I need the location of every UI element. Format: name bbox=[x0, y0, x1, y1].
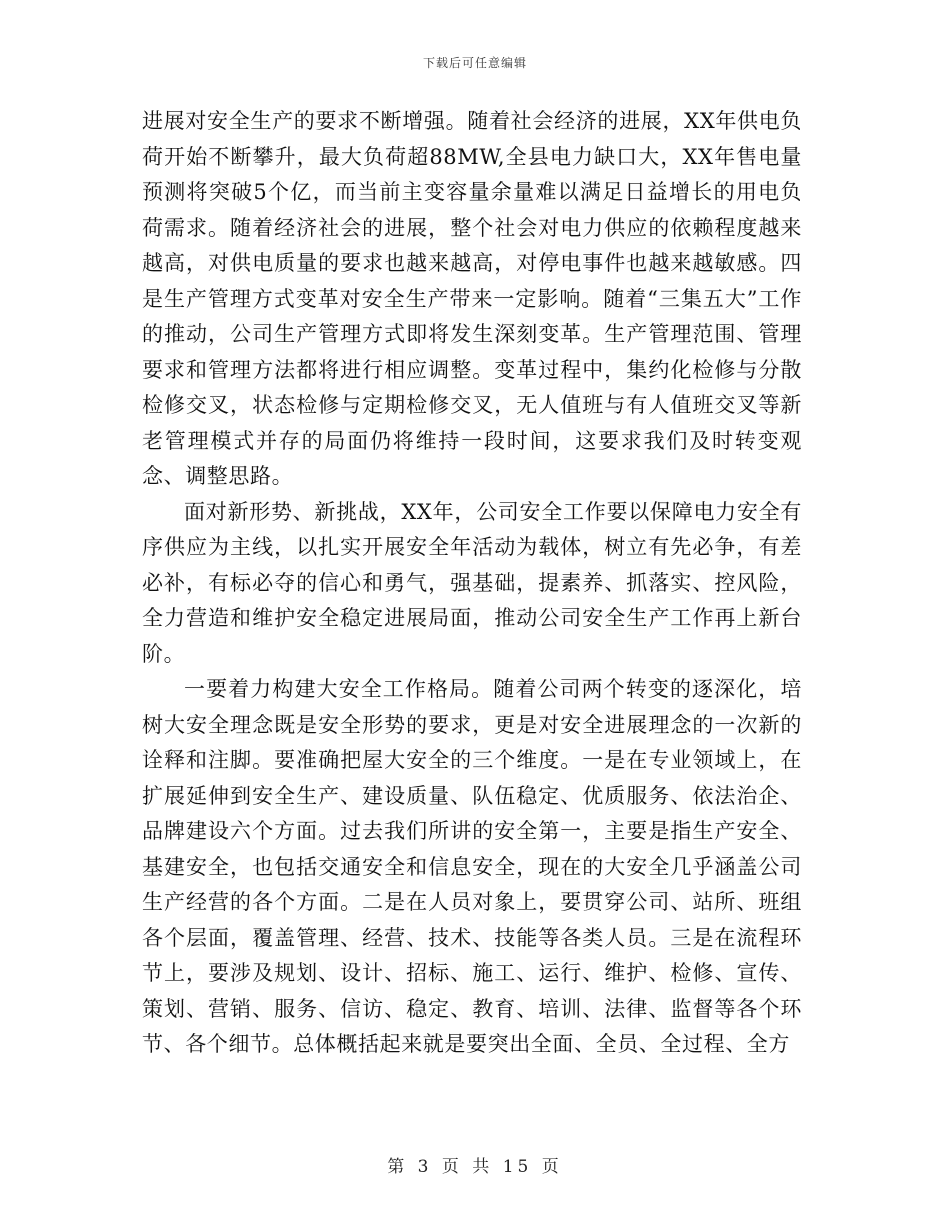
paragraph-3: 一要着力构建大安全工作格局。随着公司两个转变的逐深化，培树大安全理念既是安全形势的要求，更是对安全进展理念的一次新的诠释和注脚。要准确把屋大安全的三个维度。一是在专业领域上，在扩展延伸到安全生产、建设质量、队伍稳定、优质服务、依法治企、品牌建设六个方面。过去我们所讲的安全第一，主要是指生产安全、基建安全，也包括交通安全和信息安全，现在的大安全几乎涵盖公司生产经营的各个方面。二是在人员对象上，要贯穿公司、站所、班组各个层面，覆盖管理、经营、技术、技能等各类人员。三是在流程环节上，要涉及规划、设计、招标、施工、运行、维护、检修、宣传、策划、营销、服务、信访、稳定、教育、培训、法律、监督等各个环节、各个细节。总体概括起来就是要突出全面、全员、全过程、全方 bbox=[142, 677, 802, 1056]
page-number-footer: 第 3 页 共 15 页 bbox=[387, 1157, 563, 1177]
paragraph-1: 进展对安全生产的要求不断增强。随着社会经济的进展，XX年供电负荷开始不断攀升，最大负荷超88MW,全县电力缺口大，XX年售电量预测将突破5个亿，而当前主变容量余量难以满足日益增长的用电负荷需求。随着经济社会的进展，整个社会对电力供应的依赖程度越来越高，对供电质量的要求也越来越高，对停电事件也越来越敏感。四是生产管理方式变革对安全生产带来一定影响。随着“三集五大”工作的推动，公司生产管理方式即将发生深刻变革。生产管理范围、管理要求和管理方法都将进行相应调整。变革过程中，集约化检修与分散检修交叉，状态检修与定期检修交叉，无人值班与有人值班交叉等新老管理模式并存的局面仍将维持一段时间，这要求我们及时转变观念、调整思路。 bbox=[142, 109, 802, 488]
paragraph-2: 面对新形势、新挑战，XX年，公司安全工作要以保障电力安全有序供应为主线，以扎实开展安全年活动为载体，树立有先必争，有差必补，有标必夺的信心和勇气，强基础，提素养、抓落实、控风险，全力营造和维护安全稳定进展局面，推动公司安全生产工作再上新台阶。 bbox=[142, 499, 802, 666]
page-header: 下载后可任意编辑 bbox=[422, 56, 527, 70]
document-body bbox=[142, 104, 802, 1063]
